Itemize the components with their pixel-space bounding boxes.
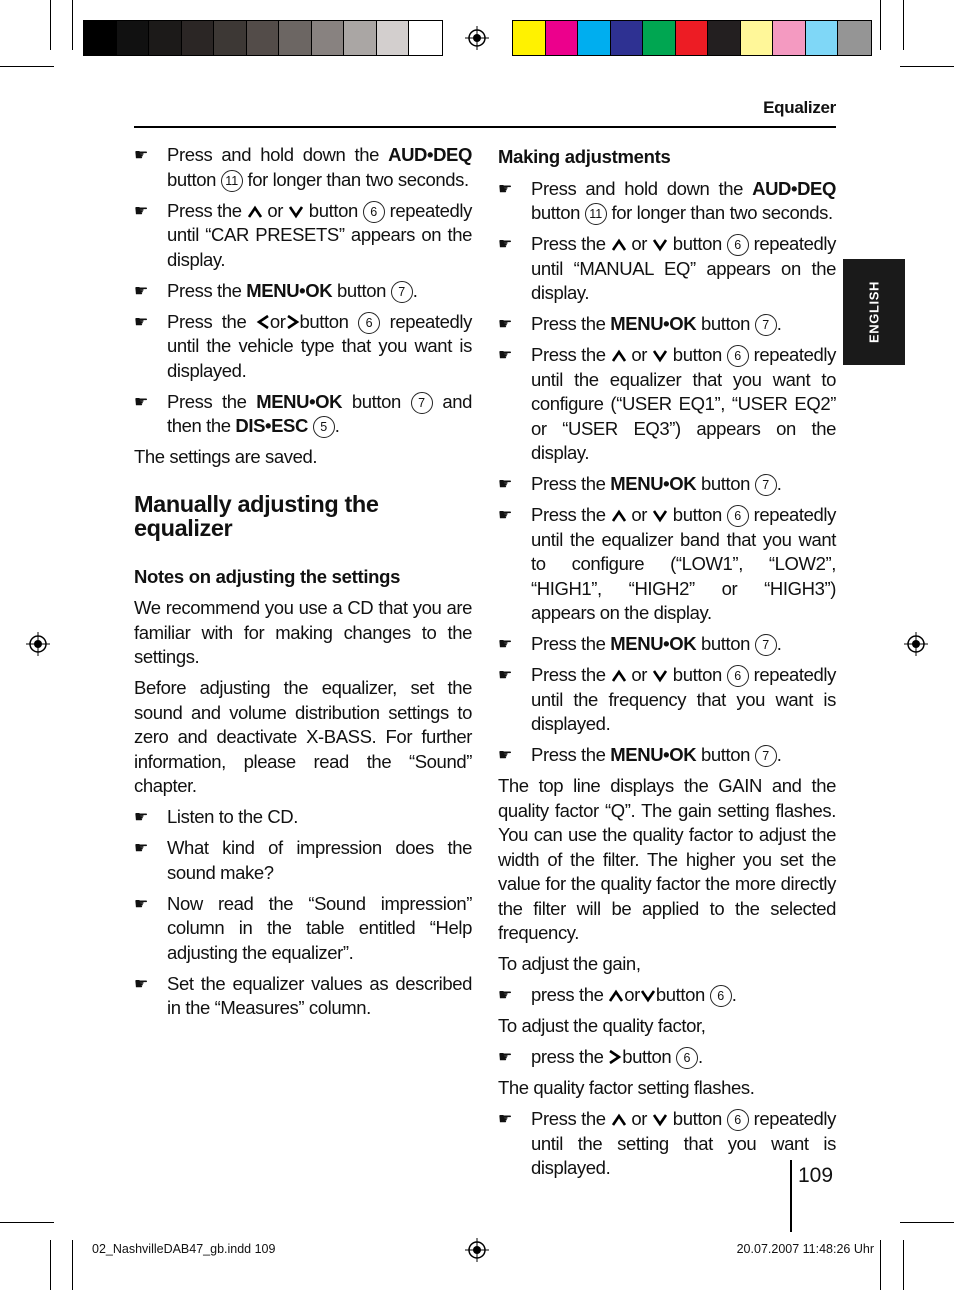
footer-file-info: 02_NashvilleDAB47_gb.indd 109: [92, 1242, 276, 1256]
text: Press the: [167, 199, 247, 221]
aud-deq-label: AUD•DEQ: [752, 177, 836, 199]
left-column: [134, 143, 472, 1027]
down-arrow-icon: [640, 989, 656, 1003]
gain-quality-paragraph: The top line displays the GAIN and the quality factor “Q”. The gain setting flashes. You can use the quality factor to adjust the width of the filter. The higher you set the value for the quality factor the more directly the filter will be applied to the selected frequency.: [498, 775, 836, 943]
crop-mark: [903, 0, 904, 50]
up-arrow-icon: [611, 1113, 627, 1127]
callout-number: 6: [727, 345, 749, 367]
list-item: [498, 983, 836, 1008]
crop-mark: [0, 66, 54, 67]
quality-flashes-paragraph: The quality factor setting flashes.: [498, 1077, 755, 1098]
page-number-rule: [790, 1160, 792, 1232]
text: button: [531, 202, 585, 223]
text: button: [696, 313, 755, 334]
text: .: [776, 473, 782, 494]
text: button: [696, 473, 755, 494]
text: .: [776, 313, 782, 334]
color-swatch: [377, 21, 410, 55]
list-item: [134, 199, 472, 273]
crop-mark: [900, 1222, 954, 1223]
settings-saved-text: The settings are saved.: [134, 446, 318, 467]
text: Press the: [167, 390, 257, 412]
crop-mark: [72, 0, 73, 50]
list-item: [134, 279, 472, 304]
right-arrow-icon: [286, 314, 300, 330]
text: Press the: [531, 1108, 611, 1129]
adjust-gain-paragraph: To adjust the gain,: [498, 953, 641, 974]
color-swatch: [643, 21, 676, 55]
registration-mark-icon: [904, 632, 928, 656]
menu-ok-label: MENU•OK: [256, 390, 343, 412]
text: .: [731, 984, 737, 1005]
page-number: 109: [798, 1164, 834, 1187]
callout-number: 7: [391, 281, 413, 303]
list-item: [498, 177, 836, 226]
text: repeatedly until “CAR PRESETS” appears on the display.: [167, 199, 472, 270]
text: button: [167, 168, 221, 190]
registration-mark-icon: [26, 632, 50, 656]
list-item: [134, 310, 472, 384]
list-item: [498, 1107, 836, 1181]
text: button: [696, 744, 755, 765]
text: .: [412, 279, 418, 301]
crop-mark: [50, 0, 51, 50]
footer-timestamp: 20.07.2007 11:48:26 Uhr: [736, 1242, 874, 1256]
color-swatch: [513, 21, 546, 55]
text: Press the: [531, 233, 611, 254]
text: button: [667, 504, 727, 525]
aud-deq-label: AUD•DEQ: [388, 144, 472, 165]
text: or: [262, 199, 288, 221]
list-item: [498, 503, 836, 626]
text: Press the: [531, 633, 611, 654]
text: button: [667, 1108, 727, 1129]
list-item: ☛ Now read the “Sound impression” column in the table entitled “Help adjusting the equalizer”.: [134, 892, 472, 966]
color-swatch: [214, 21, 247, 55]
text: or: [624, 984, 640, 1005]
notes-heading: Notes on adjusting the settings: [134, 565, 401, 587]
text: button: [667, 664, 727, 685]
list-item: [498, 663, 836, 737]
menu-ok-label: MENU•OK: [610, 744, 697, 765]
callout-number: 7: [755, 634, 777, 656]
color-swatch: [773, 21, 806, 55]
color-swatch: [676, 21, 709, 55]
list-item: [134, 143, 472, 192]
down-arrow-icon: [652, 238, 668, 252]
color-swatch: [578, 21, 611, 55]
color-swatch: [409, 21, 442, 55]
notes-paragraph: We recommend you use a CD that you are familiar with for making changes to the settings.: [134, 597, 472, 667]
text: or: [626, 344, 652, 365]
language-tab-label: ENGLISH: [866, 281, 882, 343]
text: for longer than two seconds.: [242, 168, 469, 190]
crop-mark: [900, 66, 954, 67]
text: Press and hold down the: [167, 144, 389, 165]
dis-esc-label: DIS•ESC: [235, 415, 308, 436]
crop-mark: [72, 1240, 73, 1290]
callout-number: 7: [755, 474, 777, 496]
text: Press the: [167, 279, 247, 301]
text: button: [622, 1046, 677, 1067]
text: button: [303, 199, 363, 221]
text: button: [655, 984, 710, 1005]
color-swatch: [741, 21, 774, 55]
list-item: [498, 1045, 836, 1070]
right-arrow-icon: [608, 1049, 622, 1065]
header-rule: [134, 126, 836, 128]
text: repeatedly until the setting that you want is displayed.: [531, 1108, 836, 1178]
color-swatch: [611, 21, 644, 55]
callout-number: 6: [727, 1109, 749, 1131]
text: repeatedly until the equalizer band that you want to configure (“LOW1”, “LOW2”, “HIGH1”, “HIGH2” or “HIGH3”) appears on the display.: [531, 504, 836, 623]
up-arrow-icon: [608, 989, 624, 1003]
text: or: [626, 1108, 652, 1129]
text: button: [667, 344, 727, 365]
list-item: ☛ Listen to the CD.: [134, 805, 472, 830]
down-arrow-icon: [652, 509, 668, 523]
text: Press the: [531, 504, 611, 525]
text: repeatedly until “MANUAL EQ” appears on the display.: [531, 233, 836, 303]
crop-mark: [880, 1240, 881, 1290]
menu-ok-label: MENU•OK: [610, 313, 697, 334]
crop-mark: [880, 0, 881, 50]
color-swatch: [312, 21, 345, 55]
crop-mark: [0, 1222, 54, 1223]
callout-number: 7: [755, 745, 777, 767]
down-arrow-icon: [652, 349, 668, 363]
callout-number: 6: [727, 234, 749, 256]
color-swatch: [149, 21, 182, 55]
list-item: [134, 390, 472, 439]
header-title: Equalizer: [763, 98, 836, 117]
color-swatch: [279, 21, 312, 55]
text: repeatedly until the vehicle type that you want is displayed.: [167, 310, 472, 381]
text: or: [626, 664, 652, 685]
color-swatch: [84, 21, 117, 55]
list-item: [498, 743, 836, 768]
color-swatch: [806, 21, 839, 55]
list-item: [498, 312, 836, 337]
color-swatch: [247, 21, 280, 55]
text: Press the: [531, 744, 611, 765]
up-arrow-icon: [611, 238, 627, 252]
registration-mark-icon: [465, 1238, 489, 1262]
process-color-bar: [512, 20, 872, 56]
menu-ok-label: MENU•OK: [246, 279, 333, 301]
callout-number: 7: [411, 392, 433, 414]
up-arrow-icon: [611, 669, 627, 683]
text: button: [332, 279, 391, 301]
down-arrow-icon: [652, 669, 668, 683]
callout-number: 6: [358, 312, 380, 334]
text: Press the: [531, 313, 611, 334]
text: and then the: [167, 390, 472, 436]
crop-mark: [903, 1240, 904, 1290]
list-item: ☛ What kind of impression does the sound make?: [134, 836, 472, 885]
text: press the: [531, 984, 609, 1005]
text: Press and hold down the: [531, 177, 753, 199]
text: repeatedly until the equalizer that you want to configure (“USER EQ1”, “USER EQ2” or “USER EQ3”) appears on the display.: [531, 344, 836, 463]
right-column: [498, 143, 836, 1187]
text: button: [667, 233, 727, 254]
text: for longer than two seconds.: [606, 202, 833, 223]
text: button: [342, 390, 411, 412]
grey-color-bar: [83, 20, 443, 56]
callout-number: 6: [727, 665, 749, 687]
text: or: [626, 233, 652, 254]
text: Press the: [531, 344, 611, 365]
color-swatch: [117, 21, 150, 55]
callout-number: 11: [585, 203, 607, 225]
callout-number: 5: [313, 416, 335, 438]
text: .: [334, 415, 340, 436]
section-title: Manually adjusting the equalizer: [134, 490, 379, 541]
color-swatch: [344, 21, 377, 55]
left-arrow-icon: [256, 314, 270, 330]
adjust-quality-paragraph: To adjust the quality factor,: [498, 1015, 706, 1036]
registration-mark-icon: [465, 26, 489, 50]
text: button: [299, 310, 359, 332]
text: or: [626, 504, 652, 525]
language-tab: [843, 259, 905, 365]
notes-paragraph: Before adjusting the equalizer, set the sound and volume distribution settings to zero and deactivate X-BASS. For further information, please read the “Sound” chapter.: [134, 677, 472, 796]
text: Press the: [531, 664, 611, 685]
down-arrow-icon: [652, 1113, 668, 1127]
list-item: [498, 472, 836, 497]
callout-number: 11: [221, 170, 243, 192]
crop-mark: [50, 1240, 51, 1290]
callout-number: 6: [727, 505, 749, 527]
color-swatch: [546, 21, 579, 55]
down-arrow-icon: [288, 205, 304, 219]
list-item: [498, 632, 836, 657]
callout-number: 6: [676, 1047, 698, 1069]
text: .: [776, 633, 782, 654]
menu-ok-label: MENU•OK: [610, 633, 697, 654]
up-arrow-icon: [611, 509, 627, 523]
list-item: [498, 343, 836, 466]
text: Press the: [531, 473, 611, 494]
text: .: [698, 1046, 703, 1067]
text: Press the: [167, 310, 256, 332]
text: button: [696, 633, 755, 654]
callout-number: 7: [755, 314, 777, 336]
text: press the: [531, 1046, 609, 1067]
list-item: ☛ Set the equalizer values as described in the “Measures” column.: [134, 972, 472, 1021]
color-swatch: [838, 21, 871, 55]
callout-number: 6: [363, 201, 385, 223]
up-arrow-icon: [611, 349, 627, 363]
up-arrow-icon: [247, 205, 263, 219]
list-item: [498, 232, 836, 306]
making-adjustments-heading: Making adjustments: [498, 146, 671, 167]
text: .: [776, 744, 782, 765]
color-swatch: [182, 21, 215, 55]
callout-number: 6: [710, 985, 732, 1007]
text: or: [269, 310, 286, 332]
color-swatch: [708, 21, 741, 55]
menu-ok-label: MENU•OK: [610, 473, 697, 494]
text: repeatedly until the frequency that you want is displayed.: [531, 664, 836, 734]
